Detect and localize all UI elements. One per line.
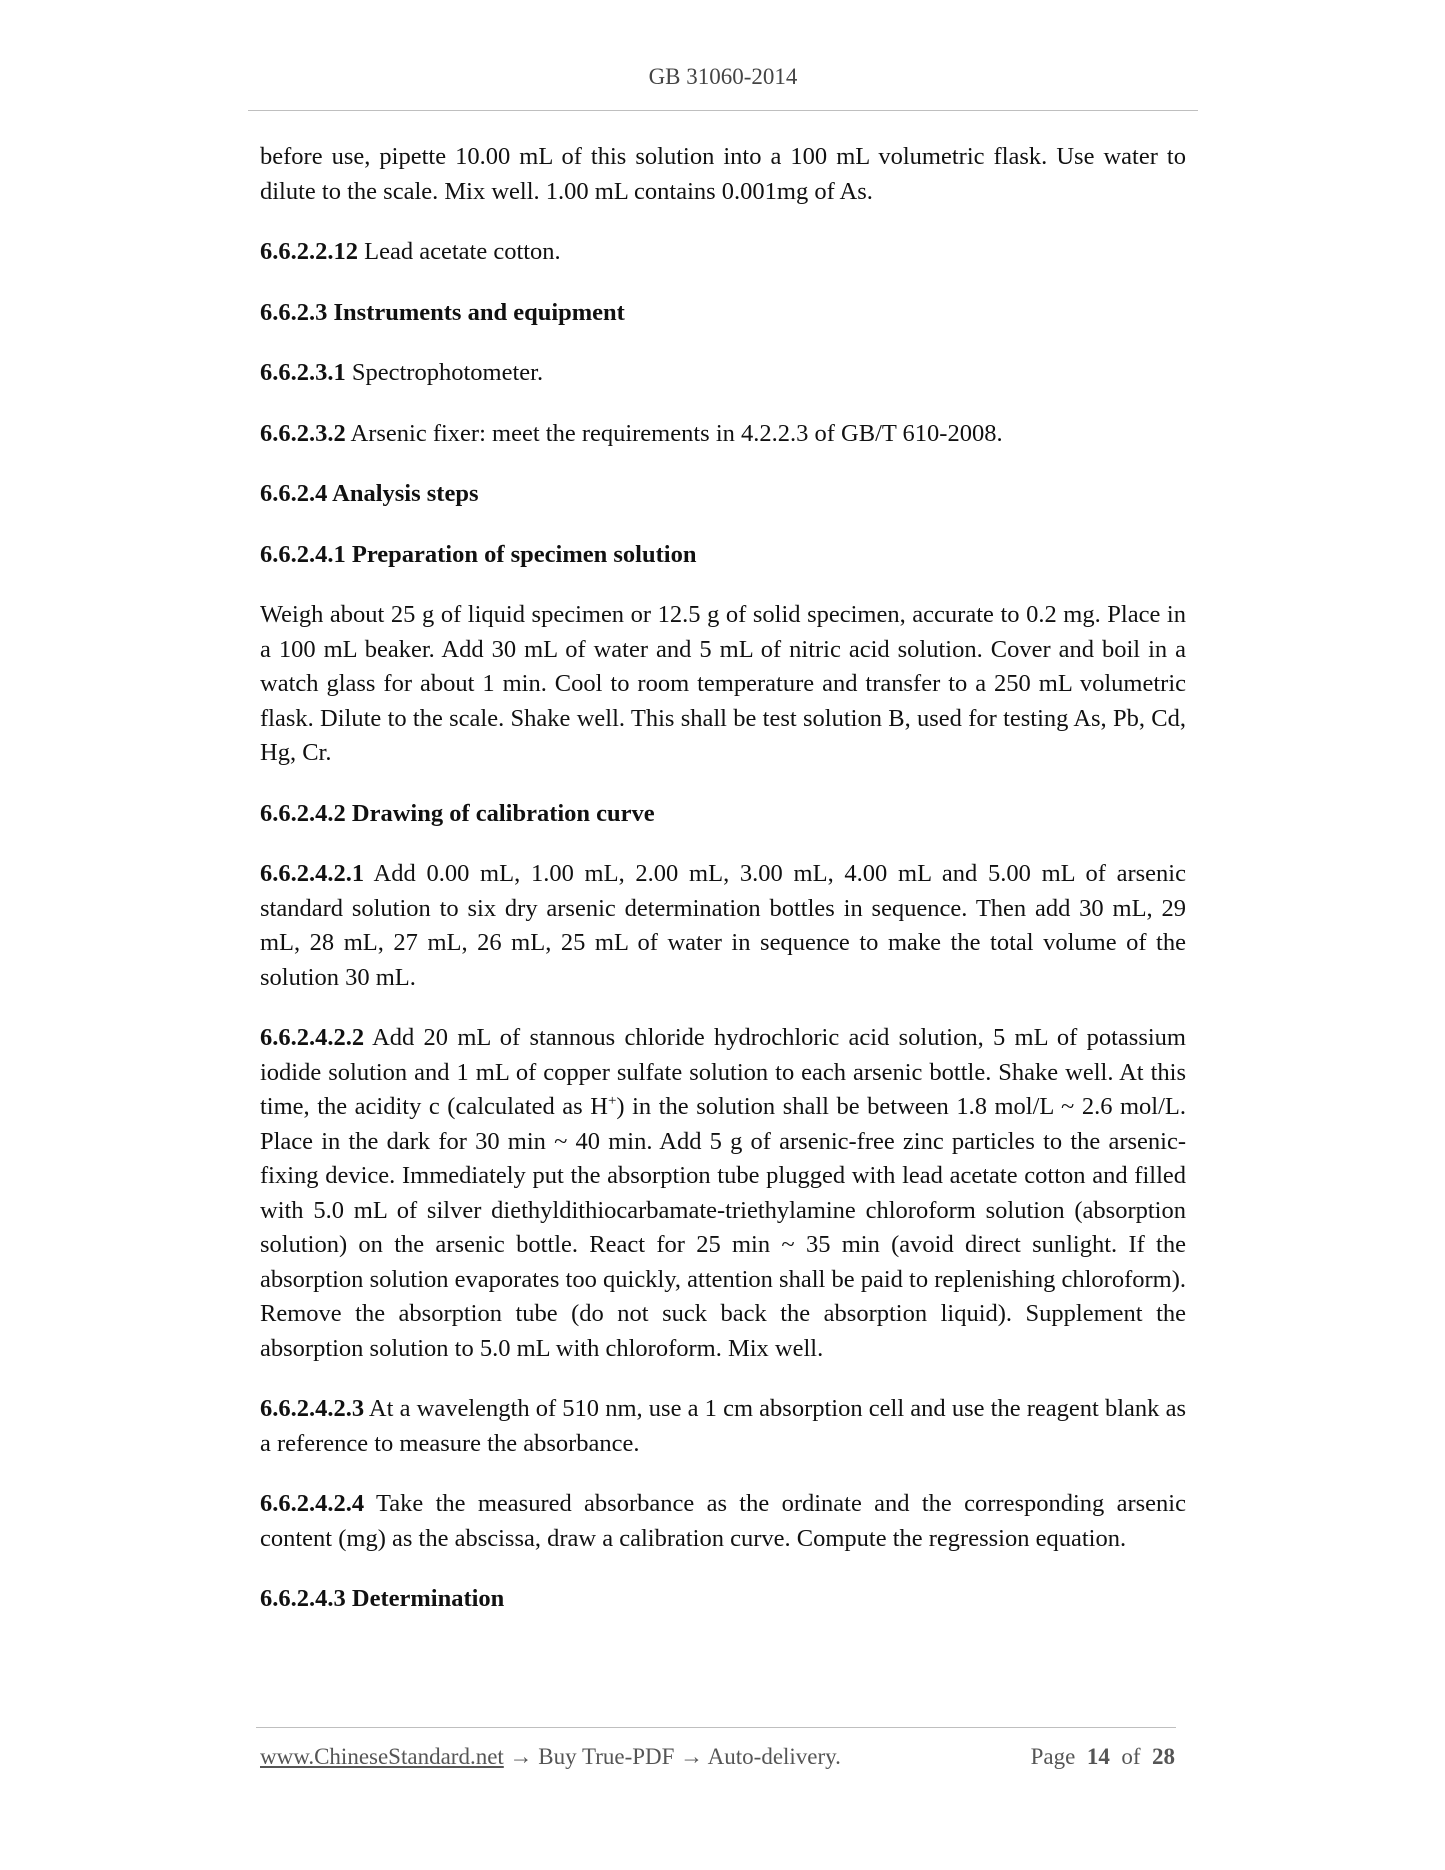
section-heading: 6.6.2.4.3 Determination <box>260 1585 505 1612</box>
page-total: 28 <box>1152 1744 1175 1769</box>
footer-tagline: → Buy True-PDF → Auto-delivery. <box>503 1744 841 1769</box>
clause-6-6-2-4-2-3 <box>260 1392 1186 1461</box>
clause-text: Add 20 mL of stannous chloride hydrochloric acid solution, 5 mL of potassium iodide solution and 1 mL of copper sulfate solution to each arsenic bottle. Shake well. At this time, the acidity c (calculated as H <box>260 1024 1186 1120</box>
clause-text: Lead acetate cotton. <box>358 238 561 265</box>
clause-6-6-2-4-2-1 <box>260 857 1186 995</box>
footer-left <box>260 1744 841 1770</box>
clause-number: 6.6.2.4.2.2 <box>260 1024 365 1051</box>
clause-number: 6.6.2.3.2 <box>260 419 346 447</box>
clause-6-6-2-3-1 <box>260 356 1186 391</box>
page-header: GB 31060-2014 <box>648 64 798 89</box>
clause-text: Arsenic fixer: meet the requirements in 4.2.2.3 of GB/T 610-2008. <box>345 419 1003 447</box>
clause-text: ) in the solution shall be between 1.8 mol/L ~ 2.6 mol/L. Place in the dark for 30 min ~ 40 min. Add 5 g of arsenic-free zinc particles to the arsenic-fixing device. Immediately put the absorption tube plugged with lead acetate cotton and filled with 5.0 mL of silver diethyldithiocarbamate-triethylamine chloroform solution (absorption solution) on the arsenic bottle. React for 25 min ~ 35 min (avoid direct sunlight. If the absorption solution evaporates too quickly, attention shall be paid to replenishing chloroform). Remove the absorption tube (do not suck back the absorption liquid). Supplement the absorption solution to 5.0 mL with chloroform. Mix well. <box>260 1093 1186 1362</box>
section-heading: 6.6.2.4.2 Drawing of calibration curve <box>260 799 655 827</box>
clause-6-6-2-4-2-2 <box>260 1021 1186 1366</box>
footer-divider <box>256 1727 1176 1728</box>
paragraph: before use, pipette 10.00 mL of this solution into a 100 mL volumetric flask. Use water to dilute to the scale. Mix well. 1.00 mL contains 0.001mg of As. <box>260 143 1186 205</box>
header-divider <box>248 110 1198 111</box>
paragraph: Weigh about 25 g of liquid specimen or 12.5 g of solid specimen, accurate to 0.2 mg. Place in a 100 mL beaker. Add 30 mL of water and 5 mL of nitric acid solution. Cover and boil in a watch glass for about 1 min. Cool to room temperature and transfer to a 250 mL volumetric flask. Dilute to the scale. Shake well. This shall be test solution B, used for testing As, Pb, Cd, Hg, Cr. <box>260 601 1186 766</box>
clause-number: 6.6.2.4.2.3 <box>260 1395 365 1422</box>
section-heading: 6.6.2.4.1 Preparation of specimen solution <box>260 540 697 568</box>
clause-number: 6.6.2.4.2.4 <box>260 1490 365 1517</box>
clause-number: 6.6.2.3.1 <box>260 359 346 386</box>
website-link[interactable]: www.ChineseStandard.net <box>260 1744 504 1769</box>
clause-text: Spectrophotometer. <box>345 359 544 386</box>
section-heading: 6.6.2.3 Instruments and equipment <box>260 298 625 326</box>
clause-text: Take the measured absorbance as the ordinate and the corresponding arsenic content (mg) as the abscissa, draw a calibration curve. Compute the regression equation. <box>260 1490 1186 1552</box>
clause-6-6-2-2-12 <box>260 235 1186 270</box>
clause-number: 6.6.2.2.12 <box>260 238 358 265</box>
clause-text: At a wavelength of 510 nm, use a 1 cm absorption cell and use the reagent blank as a reference to measure the absorbance. <box>260 1395 1186 1457</box>
clause-text: Add 0.00 mL, 1.00 mL, 2.00 mL, 3.00 mL, 4.00 mL and 5.00 mL of arsenic standard solution to six dry arsenic determination bottles in sequence. Then add 30 mL, 29 mL, 28 mL, 27 mL, 26 mL, 25 mL of water in sequence to make the total volume of the solution 30 mL. <box>260 860 1186 991</box>
clause-number: 6.6.2.4.2.1 <box>260 860 365 887</box>
document-body <box>260 140 1186 1643</box>
page-footer <box>260 1744 1175 1770</box>
page-label: Page <box>1030 1744 1076 1769</box>
of-label: of <box>1121 1744 1141 1769</box>
section-heading: 6.6.2.4 Analysis steps <box>260 480 479 507</box>
superscript-plus: + <box>607 1092 617 1109</box>
clause-6-6-2-4-2-4 <box>260 1487 1186 1556</box>
clause-6-6-2-3-2 <box>260 417 1186 452</box>
page-number: 14 <box>1086 1744 1110 1769</box>
page-counter <box>1031 1744 1175 1770</box>
